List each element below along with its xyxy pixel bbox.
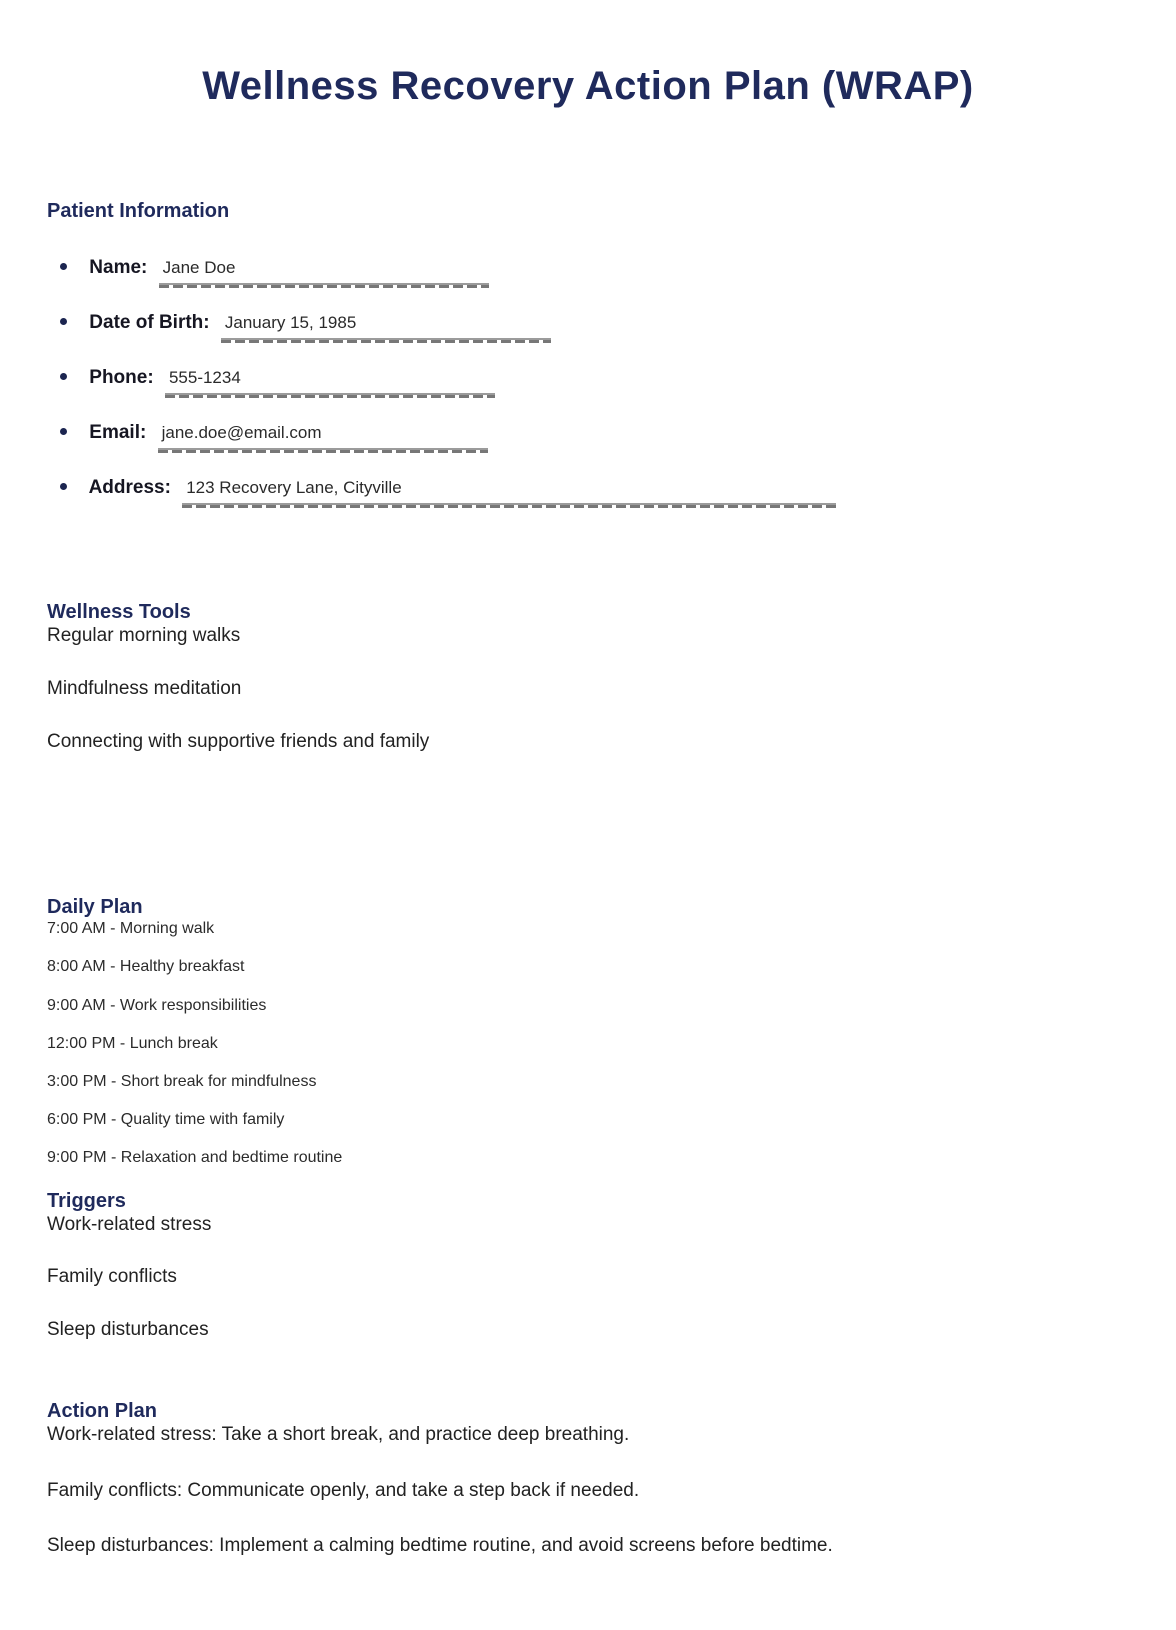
patient-field-row-email <box>60 422 1129 450</box>
daily-plan-item: 6:00 PM - Quality time with family <box>47 1111 285 1129</box>
patient-field-row-name <box>60 257 1129 285</box>
wellness-tool-item: Connecting with supportive friends and family <box>47 730 430 752</box>
trigger-item: Family conflicts <box>47 1266 177 1288</box>
field-label: Email: <box>89 422 147 443</box>
patient-field-row-phone <box>60 367 1129 395</box>
trigger-item: Work-related stress <box>47 1213 212 1235</box>
field-label: Phone: <box>89 367 154 388</box>
field-value-line: 123 Recovery Lane, Cityville <box>182 478 836 505</box>
daily-plan-item: 3:00 PM - Short break for mindfulness <box>47 1073 317 1090</box>
patient-field-row-address <box>60 477 1129 505</box>
bullet-dot <box>60 428 67 435</box>
field-value-line: jane.doe@email.com <box>158 423 488 450</box>
bullet-dot <box>60 263 67 270</box>
triggers-heading: Triggers <box>47 1189 126 1212</box>
wellness-tools-heading: Wellness Tools <box>47 601 191 623</box>
action-plan-item: Work-related stress: Take a short break, and practice deep breathing. <box>47 1423 630 1445</box>
field-label: Date of Birth: <box>89 312 210 333</box>
daily-plan-item: 9:00 PM - Relaxation and bedtime routine <box>47 1149 343 1167</box>
section-patient-information <box>47 200 1129 505</box>
field-value-line: 555-1234 <box>165 368 495 395</box>
action-plan-heading: Action Plan <box>47 1399 158 1422</box>
wellness-tool-item: Mindfulness meditation <box>47 677 242 699</box>
patient-info-heading: Patient Information <box>47 200 230 222</box>
daily-plan-item: 7:00 AM - Morning walk <box>47 920 215 938</box>
action-plan-item: Sleep disturbances: Implement a calming bedtime routine, and avoid screens before bedtime. <box>47 1535 833 1557</box>
patient-field-row-dob <box>60 312 1129 340</box>
wellness-tool-item: Regular morning walks <box>47 625 241 646</box>
daily-plan-item: 12:00 PM - Lunch break <box>47 1034 218 1052</box>
page-title: Wellness Recovery Action Plan (WRAP) <box>202 64 974 108</box>
section-daily-plan <box>47 896 1129 1167</box>
daily-plan-item: 8:00 AM - Healthy breakfast <box>47 958 245 976</box>
section-wellness-tools <box>47 601 1129 753</box>
daily-plan-item: 9:00 AM - Work responsibilities <box>47 996 267 1014</box>
field-label: Name: <box>89 257 148 278</box>
section-triggers <box>47 1190 1129 1342</box>
patient-info-list <box>47 257 1129 505</box>
action-plan-item: Family conflicts: Communicate openly, and take a step back if needed. <box>47 1479 640 1501</box>
bullet-dot <box>60 373 67 380</box>
field-value-line: January 15, 1985 <box>221 313 551 340</box>
trigger-item: Sleep disturbances <box>47 1319 209 1341</box>
field-value-line: Jane Doe <box>159 258 489 285</box>
bullet-dot <box>60 483 67 490</box>
section-action-plan <box>47 1400 1129 1558</box>
daily-plan-heading: Daily Plan <box>47 896 143 919</box>
field-label: Address: <box>88 477 171 498</box>
bullet-dot <box>60 318 67 325</box>
